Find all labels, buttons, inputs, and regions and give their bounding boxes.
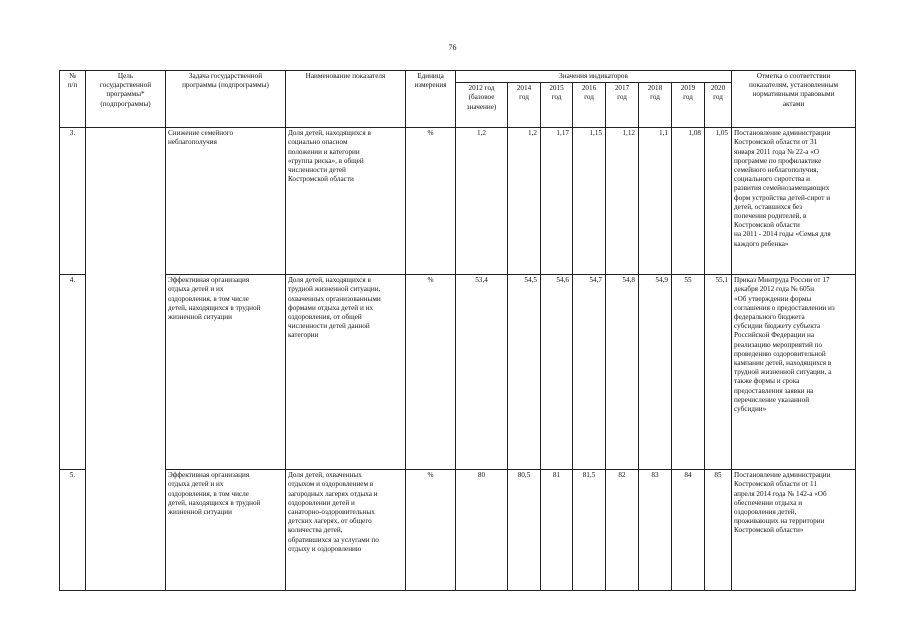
unit-cell: % (406, 128, 456, 275)
indicator-cell: Доля детей, находящихся в социально опасном положении и категории «группа риска», в общей численности детей Костромской области (286, 128, 406, 275)
mark-cell: Приказ Минтруда России от 17 декабря 2012 года № 605н «Об утверждении формы соглашения о предоставлении из федерального бюджета субсидии бюджету субъекта Российской Федерации на реализацию мероприятий по проведению оздоровительной кампании детей, находящихся в трудной жизненной ситуации, а также формы и срока предоставления заявки на перечисление указанной субсидии» (732, 275, 856, 470)
unit-cell: % (406, 275, 456, 470)
header-year: 2017 год (606, 83, 639, 128)
indicator-cell: Доля детей, находящихся в трудной жизненной ситуации, охваченных организованными формами отдыха детей и их оздоровления, от общей численности детей данной категории (286, 275, 406, 470)
task-cell: Эффективная организация отдыха детей и их оздоровления, в том числе детей, находящихся в трудной жизненной ситуации (166, 470, 286, 591)
header-goal: Цель государственной программы* (подпрограммы) (86, 71, 166, 128)
value-cell: 83 (639, 470, 672, 591)
header-num: № п/п (60, 71, 86, 128)
value-cell: 80,5 (508, 470, 541, 591)
value-cell: 1,2 (456, 128, 508, 275)
task-cell: Снижение семейного неблагополучия (166, 128, 286, 275)
header-year: 2014 год (508, 83, 541, 128)
header-values-group: Значения индикаторов (456, 71, 732, 83)
value-cell: 81,5 (573, 470, 606, 591)
goal-cell (86, 128, 166, 591)
value-cell: 1,05 (705, 128, 732, 275)
mark-cell: Постановление администрации Костромской области от 31 января 2011 года № 22-а «О программе по профилактике семейного неблагополучия, социального сиротства и развития семейнозамещающих форм устройства детей-сирот и детей, оставшихся без попечения родителей, в Костромской области на 2011 - 2014 годы «Семья для каждого ребенка» (732, 128, 856, 275)
header-year: 2018 год (639, 83, 672, 128)
value-cell: 55 (672, 275, 705, 470)
header-year: 2012 год (базовое значение) (456, 83, 508, 128)
indicator-cell: Доля детей, охваченных отдыхом и оздоровлением в загородных лагерях отдыха и оздоровлении детей и санаторно-оздоровительных детских лагерях, от общего количества детей, обратившихся за услугами по отдыху и оздоровлению (286, 470, 406, 591)
value-cell: 80 (456, 470, 508, 591)
table-row (60, 275, 856, 470)
table-row (60, 128, 856, 275)
header-year: 2020 год (705, 83, 732, 128)
row-num: 4. (60, 275, 86, 470)
value-cell: 82 (606, 470, 639, 591)
indicators-table (59, 70, 856, 591)
row-num: 5. (60, 470, 86, 591)
value-cell: 54,9 (639, 275, 672, 470)
header-year: 2019 год (672, 83, 705, 128)
value-cell: 54,5 (508, 275, 541, 470)
value-cell: 55,1 (705, 275, 732, 470)
page-number: 76 (448, 43, 457, 52)
table-row (60, 470, 856, 591)
value-cell: 53,4 (456, 275, 508, 470)
header-year: 2015 год (541, 83, 573, 128)
header-unit: Единица измерения (406, 71, 456, 128)
value-cell: 85 (705, 470, 732, 591)
value-cell: 1,15 (573, 128, 606, 275)
header-task: Задача государственной программы (подпрограммы) (166, 71, 286, 128)
value-cell: 54,8 (606, 275, 639, 470)
value-cell: 54,7 (573, 275, 606, 470)
value-cell: 1,08 (672, 128, 705, 275)
header-indicator: Наименование показателя (286, 71, 406, 128)
value-cell: 1,17 (541, 128, 573, 275)
value-cell: 81 (541, 470, 573, 591)
value-cell: 1,2 (508, 128, 541, 275)
header-mark: Отметка о соответствии показателям, установленным нормативными правовыми актами (732, 71, 856, 128)
mark-cell: Постановление администрации Костромской области от 11 апреля 2014 года № 142-а «Об обеспечении отдыха и оздоровления детей, проживающих на территории Костромской области» (732, 470, 856, 591)
unit-cell: % (406, 470, 456, 591)
row-num: 3. (60, 128, 86, 275)
value-cell: 1,12 (606, 128, 639, 275)
task-cell: Эффективная организация отдыха детей и их оздоровления, в том числе детей, находящихся в трудной жизненной ситуации (166, 275, 286, 470)
value-cell: 84 (672, 470, 705, 591)
value-cell: 1,1 (639, 128, 672, 275)
header-year: 2016 год (573, 83, 606, 128)
value-cell: 54,6 (541, 275, 573, 470)
